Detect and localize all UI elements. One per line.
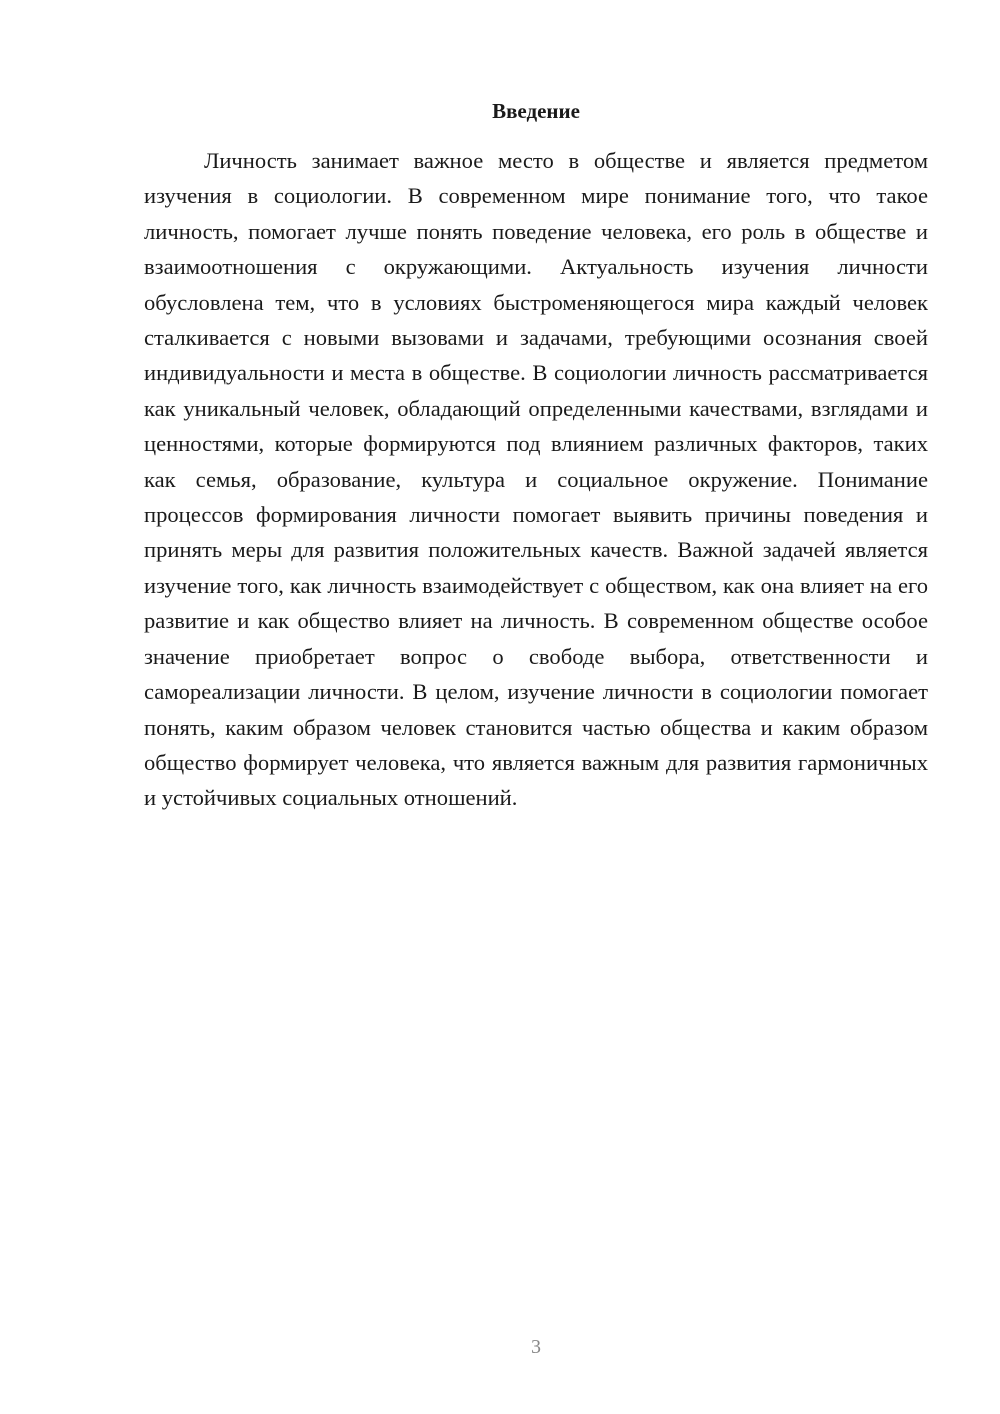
section-heading: Введение <box>492 99 580 123</box>
body-paragraph: Личность занимает важное место в обществе и является предметом изучения в социологии. В современном мире понимание того, что такое личность, помогает лучше понять поведение человека, его роль в обществе и взаимоотношения с окружающими. Актуальность изучения личности обусловлена тем, что в условиях быстроменяющегося мира каждый человек сталкивается с новыми вызовами и задачами, требующими осознания своей индивидуальности и места в обществе. В социологии личность рассматривается как уникальный человек, обладающий определенными качествами, взглядами и ценностями, которые формируются под влиянием различных факторов, таких как семья, образование, культура и социальное окружение. Понимание процессов формирования личности помогает выявить причины поведения и принять меры для развития положительных качеств. Важной задачей является изучение того, как личность взаимодействует с обществом, как она влияет на его развитие и как общество влияет на личность. В современном обществе особое значение приобретает вопрос о свободе выбора, ответственности и самореализации личности. В целом, изучение личности в социологии помогает понять, каким образом человек становится частью общества и каким образом общество формирует человека, что является важным для развития гармоничных и устойчивых социальных отношений. <box>144 148 928 811</box>
page-number: 3 <box>531 1336 541 1358</box>
